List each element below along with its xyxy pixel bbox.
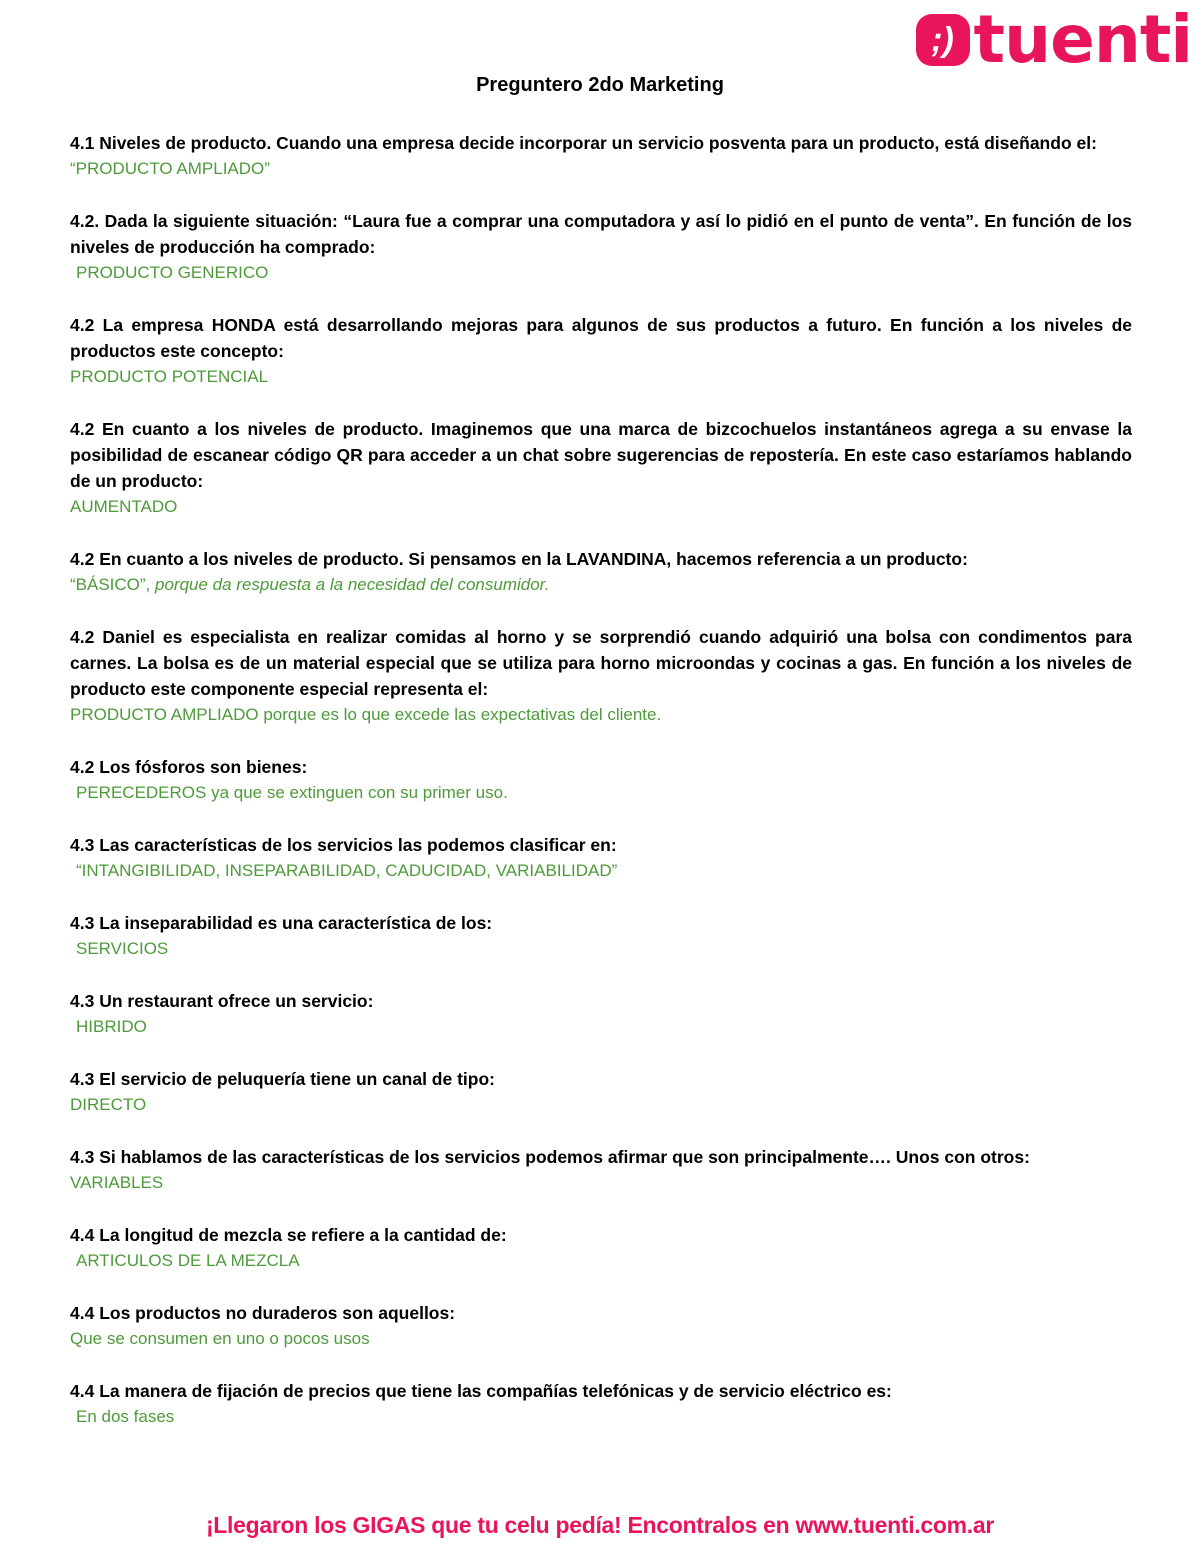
answer: En dos fases bbox=[76, 1407, 175, 1426]
answer: “PRODUCTO AMPLIADO” bbox=[70, 159, 270, 178]
answer: DIRECTO bbox=[70, 1095, 147, 1114]
question: 4.4 La longitud de mezcla se refiere a la cantidad de: bbox=[70, 1225, 507, 1245]
question: 4.2 Daniel es especialista en realizar comidas al horno y se sorprendió cuando adquirió una bolsa con condimentos para carnes. La bolsa es de un material especial que se utiliza para horno microondas y cocinas a gas. En función a los niveles de producto este componente especial representa el: bbox=[70, 627, 1132, 699]
question: 4.4 La manera de fijación de precios que tiene las compañías telefónicas y de servicio eléctrico es: bbox=[70, 1381, 892, 1401]
answer-main: “BÁSICO”, bbox=[70, 575, 151, 594]
qa-item-9 bbox=[70, 910, 1132, 962]
question: 4.1 Niveles de producto. Cuando una empresa decide incorporar un servicio posventa para un producto, está diseñando el: bbox=[70, 133, 1097, 153]
qa-item-11 bbox=[70, 1066, 1132, 1118]
tuenti-badge-icon: ;) bbox=[916, 14, 970, 66]
qa-item-15 bbox=[70, 1378, 1132, 1430]
question: 4.4 Los productos no duraderos son aquellos: bbox=[70, 1303, 456, 1323]
answer: “INTANGIBILIDAD, INSEPARABILIDAD, CADUCIDAD, VARIABILIDAD” bbox=[76, 861, 618, 880]
answer: Que se consumen en uno o pocos usos bbox=[70, 1329, 370, 1348]
question: 4.2. Dada la siguiente situación: “Laura fue a comprar una computadora y así lo pidió en el punto de venta”. En función de los niveles de producción ha comprado: bbox=[70, 211, 1132, 257]
tuenti-wordmark: tuenti bbox=[973, 1, 1192, 78]
answer: PRODUCTO GENERICO bbox=[76, 263, 269, 282]
qa-item-8 bbox=[70, 832, 1132, 884]
answer: PERECEDEROS ya que se extinguen con su primer uso. bbox=[76, 783, 508, 802]
qa-item-5 bbox=[70, 546, 1132, 598]
qa-item-13 bbox=[70, 1222, 1132, 1274]
question: 4.3 Un restaurant ofrece un servicio: bbox=[70, 991, 374, 1011]
question: 4.2 En cuanto a los niveles de producto. Imaginemos que una marca de bizcochuelos instantáneos agrega a su envase la posibilidad de escanear código QR para acceder a un chat sobre sugerencias de repostería. En este caso estaríamos hablando de un producto: bbox=[70, 419, 1132, 491]
question-list bbox=[70, 130, 1132, 1456]
question: 4.3 Si hablamos de las características de los servicios podemos afirmar que son principalmente…. Unos con otros: bbox=[70, 1147, 1030, 1167]
promo-footer-link[interactable]: ¡Llegaron los GIGAS que tu celu pedía! Encontralos en www.tuenti.com.ar bbox=[205, 1512, 995, 1538]
answer: ARTICULOS DE LA MEZCLA bbox=[76, 1251, 300, 1270]
tuenti-logo bbox=[916, 1, 1192, 78]
qa-item-2 bbox=[70, 208, 1132, 286]
qa-item-4 bbox=[70, 416, 1132, 520]
qa-item-10 bbox=[70, 988, 1132, 1040]
answer: AUMENTADO bbox=[70, 497, 178, 516]
qa-item-7 bbox=[70, 754, 1132, 806]
question: 4.3 Las características de los servicios las podemos clasificar en: bbox=[70, 835, 617, 855]
answer: VARIABLES bbox=[70, 1173, 164, 1192]
qa-item-12 bbox=[70, 1144, 1132, 1196]
qa-item-14 bbox=[70, 1300, 1132, 1352]
page-title: Preguntero 2do Marketing bbox=[476, 74, 724, 96]
qa-item-6 bbox=[70, 624, 1132, 728]
qa-item-1 bbox=[70, 130, 1132, 182]
question: 4.2 En cuanto a los niveles de producto. Si pensamos en la LAVANDINA, hacemos referencia a un producto: bbox=[70, 549, 968, 569]
answer: PRODUCTO AMPLIADO porque es lo que excede las expectativas del cliente. bbox=[70, 705, 662, 724]
question: 4.3 El servicio de peluquería tiene un canal de tipo: bbox=[70, 1069, 495, 1089]
qa-item-3 bbox=[70, 312, 1132, 390]
answer bbox=[70, 572, 1132, 598]
question: 4.3 La inseparabilidad es una característica de los: bbox=[70, 913, 493, 933]
question: 4.2 La empresa HONDA está desarrollando mejoras para algunos de sus productos a futuro. En función a los niveles de productos este concepto: bbox=[70, 315, 1132, 361]
question: 4.2 Los fósforos son bienes: bbox=[70, 757, 308, 777]
answer: SERVICIOS bbox=[76, 939, 169, 958]
answer: PRODUCTO POTENCIAL bbox=[70, 367, 269, 386]
answer: HIBRIDO bbox=[76, 1017, 147, 1036]
answer-italic: porque da respuesta a la necesidad del consumidor. bbox=[150, 575, 550, 594]
